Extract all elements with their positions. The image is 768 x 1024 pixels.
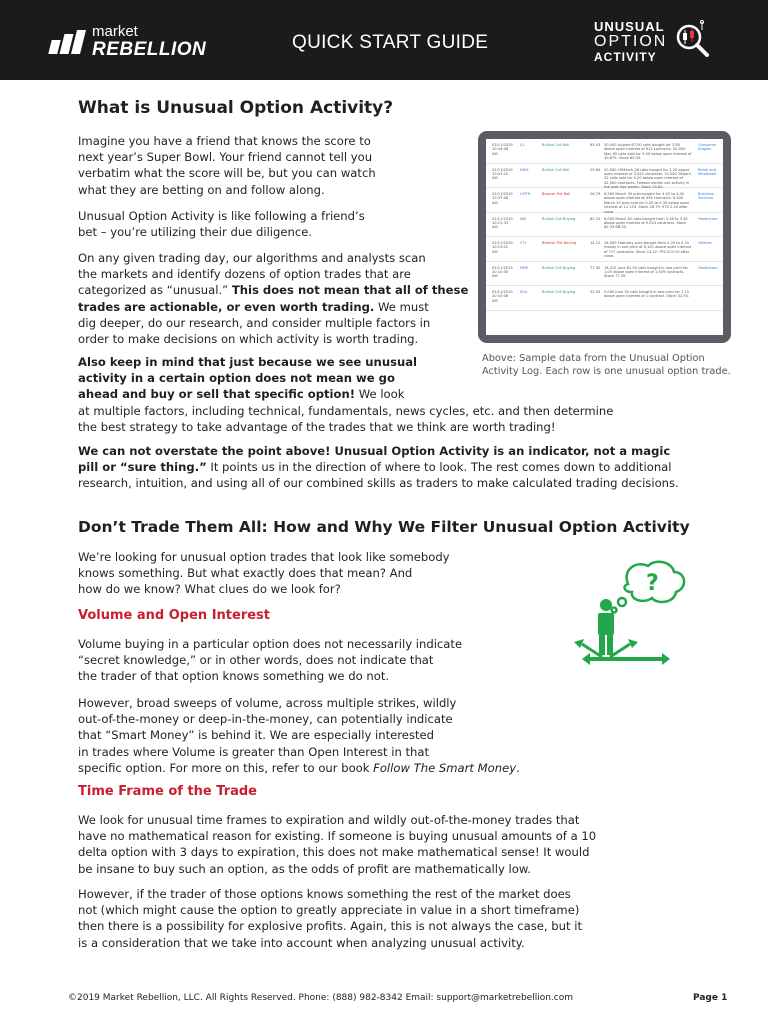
- text-line: what they are betting on and follow along.: [78, 182, 325, 197]
- text-line: However, broad sweeps of volume, across multiple strikes, wildly: [78, 696, 457, 710]
- uoa-logo-line3: ACTIVITY: [594, 50, 657, 64]
- log-description: 18,415 June 82.50 calls bought in one print for 1.05 above open interest of 1,409 contracts. Stock 77.30.: [604, 265, 688, 279]
- log-description: 20,000 29March 26 calls bought for 1.20 above open interest of 3,022 contracts. 10,000 16April 32 calls sold for 4.20 below open interest of 42,000 contracts. Follows similar call activity in the past two weeks. Stock 25.84.: [604, 167, 691, 190]
- log-sector: Business Services: [698, 192, 714, 201]
- bold-text: Also keep in mind that just because we see unusual: [78, 355, 418, 369]
- log-symbol: CL: [520, 143, 525, 147]
- log-type: Bullish Call Buying: [542, 265, 576, 270]
- log-sector: Healthcare: [698, 216, 718, 221]
- section-heading-dont-trade-all: Don’t Trade Them All: How and Why We Filter Unusual Option Activity: [78, 518, 690, 536]
- text-line: delta option with 3 days to expiration, this does not make mathematical sense! It would: [78, 845, 590, 860]
- bold-text: trades are actionable, or even worth trading.: [78, 299, 375, 314]
- text-line: We’re looking for unusual option trades that look like somebody: [78, 550, 450, 564]
- log-type: Bearish Put Buying: [542, 241, 577, 245]
- text-line: Unusual Option Activity is like following a friend’s: [78, 209, 365, 223]
- text-span: It points us in the direction of where to look. The rest comes down to additional: [206, 460, 672, 475]
- log-date: 02/11/2019 10:41:20 AM: [492, 167, 513, 181]
- caption-line: Activity Log. Each row is one unusual option trade.: [482, 366, 731, 378]
- uoa-logo: [594, 20, 667, 63]
- log-price: 14.22: [590, 241, 601, 245]
- logo-text-market: market: [92, 23, 138, 40]
- book-title: Follow The Smart Money: [373, 760, 517, 775]
- log-description: 6,000 March 82 calls bought from 3.38 to 3.45 above open interest of 5,024 contracts. Stock 82.33 BB.55.: [604, 216, 688, 230]
- log-date: 02/11/2019 10:44:46 AM: [492, 143, 513, 156]
- page-header: [0, 0, 768, 80]
- log-sector: Consumer Staples: [698, 143, 717, 152]
- log-sector: Retail and Wholesale: [698, 167, 717, 176]
- text-line: Volume buying in a particular option does not necessarily indicate: [78, 637, 463, 651]
- text-line: then there is a possibility for explosive profits. Again, this is not always the case, but it: [78, 919, 583, 934]
- thinking-person-icon: [570, 560, 690, 670]
- text-span: .: [516, 760, 520, 775]
- guide-title: QUICK START GUIDE: [292, 32, 489, 53]
- subheading-time-frame: Time Frame of the Trade: [78, 784, 258, 799]
- text-line: “secret knowledge,” or in other words, does not indicate that: [78, 653, 434, 668]
- log-symbol: CTL: [520, 241, 527, 245]
- text-line: We look for unusual time frames to expiration and wildly out-of-the-money trades that: [78, 813, 580, 827]
- log-date: 02/11/2019 10:21:33 AM: [492, 216, 513, 230]
- log-sector: Utilities: [698, 241, 712, 245]
- text-line: [78, 299, 468, 315]
- text-line: [78, 459, 679, 475]
- text-line: [78, 386, 613, 402]
- bold-text: We can not overstate the point above! Unusual Option Activity is an indicator, not a magic: [78, 444, 671, 458]
- paragraph-trading-day: [78, 250, 468, 347]
- log-row: [486, 262, 723, 287]
- log-description: 16,000 February puts bought from 0.20 to 0.20 mostly in one print of 8,101 above open interest of 717 contracts. Stock 14.22. PFS 0.0710 after close.: [604, 241, 692, 259]
- footer-copyright: ©2019 Market Rebellion, LLC. All Rights Reserved. Phone: (888) 982-8342 Email: support@marketrebellion.com: [68, 993, 574, 1003]
- text-line: dig deeper, do our research, and consider multiple factors in: [78, 315, 431, 330]
- log-row: [486, 139, 723, 164]
- magnifier-candlestick-icon: [672, 20, 712, 60]
- log-type: Bearish Put Roll: [542, 192, 571, 196]
- market-rebellion-logo-icon: [50, 30, 86, 54]
- bold-text: pill or “sure thing.”: [78, 460, 207, 475]
- text-span: specific option. For more on this, refer to our book: [78, 760, 374, 775]
- paragraph-explosive-profits: [78, 886, 582, 951]
- caption-line: Above: Sample data from the Unusual Option: [482, 353, 705, 364]
- market-rebellion-logo: [50, 24, 206, 59]
- log-sector: Healthcare: [698, 265, 718, 270]
- sample-log-caption: [482, 352, 731, 379]
- text-line: how do we know? What clues do we look for?: [78, 582, 341, 597]
- log-row: [486, 213, 723, 238]
- page-footer: [0, 990, 768, 1010]
- log-date: 02/11/2019 10:03:08 AM: [492, 290, 513, 303]
- log-symbol: CMTH: [520, 192, 531, 196]
- log-row: [486, 188, 723, 213]
- text-line: [78, 443, 679, 459]
- log-description: 6,500 March 30 puts bought for 4.50 to 4.40 above open interest of 434 contracts. 6,500 March 25 puts sold for 0.20 to 0.30 below open interest of 12,153. Stock 26.79, 970 2.20 after close.: [604, 192, 690, 214]
- log-price: 32.93: [590, 290, 601, 294]
- text-line: However, if the trader of those options knows something the rest of the market does: [78, 887, 571, 901]
- text-line: order to make decisions on which activity is worth trading.: [78, 332, 419, 347]
- log-type: Bullish Call Roll: [542, 143, 570, 147]
- log-symbol: MRK: [520, 265, 528, 270]
- text-line: that “Smart Money” is behind it. We are especially interested: [78, 728, 435, 743]
- bold-text: ahead and buy or sell that specific option!: [78, 387, 356, 402]
- log-price: 26.79: [590, 192, 601, 196]
- bold-text: activity in a certain option does not mean we go: [78, 371, 395, 386]
- text-line: have no mathematical reason for existing. If someone is buying unusual amounts of a 10: [78, 829, 597, 844]
- svg-text:?: ?: [646, 571, 659, 596]
- log-row: [486, 237, 723, 262]
- log-date: 02/11/2019 10:37:06 AM: [492, 192, 513, 205]
- page-number: Page 1: [693, 993, 728, 1003]
- text-line: next year’s Super Bowl. Your friend cannot tell you: [78, 150, 373, 165]
- text-line: be insane to buy such an option, as the odds of profit are mathematically low.: [78, 861, 531, 876]
- log-description: 5,000 June 35 calls bought in one print for 1.15 above open interest of 1 contract. Stock 32.93.: [604, 290, 690, 299]
- paragraph-volume-buying: [78, 636, 462, 685]
- text-line: knows something. But what exactly does that mean? And: [78, 566, 413, 581]
- text-line: the best strategy to take advantage of the trades that we think are worth trading!: [78, 419, 556, 434]
- log-row: [486, 164, 723, 189]
- subheading-volume-open-interest: Volume and Open Interest: [78, 608, 270, 623]
- text-line: the markets and identify dozens of option trades that are: [78, 267, 411, 282]
- paragraph-time-frames: [78, 812, 596, 877]
- bold-text: This does not mean that all of these: [231, 283, 469, 298]
- log-type: Bullish Call Roll: [542, 167, 570, 172]
- text-line: in trades where Volume is greater than Open Interest in that: [78, 744, 430, 759]
- text-line: [78, 760, 520, 776]
- log-symbol: NWS: [520, 167, 529, 172]
- tablet-sample-log: [478, 131, 731, 343]
- log-symbol: XBI: [520, 216, 526, 221]
- text-line: verbatim what the score will be, but you can watch: [78, 166, 376, 181]
- text-line: On any given trading day, our algorithms and analysts scan: [78, 251, 426, 265]
- text-line: Imagine you have a friend that knows the score to: [78, 134, 371, 148]
- text-line: at multiple factors, including technical, fundamentals, news cycles, etc. and then determine: [78, 403, 614, 418]
- text-line: [78, 282, 468, 298]
- log-symbol: KSA: [520, 290, 528, 294]
- paragraph-indicator-not-magic: [78, 443, 679, 492]
- text-line: research, intuition, and using all of our combined skills as traders to make calculated trading decisions.: [78, 476, 679, 491]
- text-line: not (which might cause the option to greatly appreciate in value in a short timeframe): [78, 903, 580, 918]
- text-line: bet – you’re utilizing their due diligence.: [78, 225, 313, 240]
- text-line: is a consideration that we take into account when analyzing unusual activity.: [78, 935, 525, 950]
- text-line: the trader of that option knows something we do not.: [78, 669, 390, 684]
- text-span: We look: [355, 387, 405, 402]
- uoa-logo-line2: OPTION: [594, 33, 668, 50]
- uoa-logo-line1: UNUSUAL: [594, 19, 665, 34]
- text-line: out-of-the-money or deep-in-the-money, can potentially indicate: [78, 712, 453, 727]
- log-date: 02/11/2019 10:10:30 AM: [492, 265, 513, 279]
- section-heading-what-is-uoa: What is Unusual Option Activity?: [78, 98, 394, 118]
- log-price: 25.84: [590, 167, 601, 172]
- logo-text-rebellion: REBELLION: [92, 39, 207, 60]
- log-price: 82.33: [590, 216, 601, 221]
- log-date: 02/11/2019 10:13:22 AM: [492, 241, 513, 254]
- log-price: 65.43: [590, 143, 601, 147]
- log-type: Bullish Call Buying: [542, 290, 576, 294]
- log-type: Bullish Call Buying: [542, 216, 576, 221]
- text-span: We must: [374, 299, 429, 314]
- paragraph-super-bowl: [78, 133, 376, 198]
- text-span: categorized as “unusual.”: [78, 283, 232, 298]
- log-price: 77.30: [590, 265, 601, 270]
- paragraph-friends-bet: [78, 208, 365, 240]
- uoa-log-table: [486, 139, 723, 335]
- paragraph-looking-for: [78, 549, 450, 598]
- paragraph-broad-sweeps: [78, 695, 520, 776]
- log-description: 20,000 August 67.50 calls bought for 2.80 above open interest of 912 contracts. 20,000 May 65 calls sold for 3.90 below open interest of 10,879. Stock 65.43.: [604, 143, 692, 161]
- log-row: [486, 286, 723, 311]
